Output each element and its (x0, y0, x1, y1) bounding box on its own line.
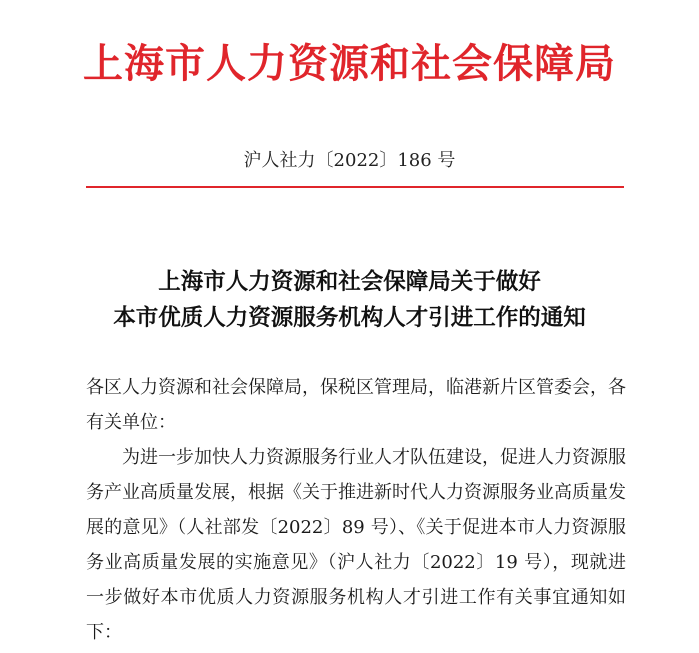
notice-title (0, 264, 699, 336)
body-paragraph: 为进一步加快人力资源服务行业人才队伍建设，促进人力资源服务产业高质量发展，根据《关于推进新时代人力资源服务业高质量发展的意见》（人社部发〔2022〕89 号）、《关于促进本市人力资源服务业高质量发展的实施意见》（沪人社力〔2022〕19 号），现就进一步做好本市优质人力资源服务机构人才引进工作有关事宜通知如下： (86, 447, 626, 643)
notice-body (86, 370, 626, 650)
header-divider (86, 186, 624, 188)
notice-title-line-1: 上海市人力资源和社会保障局关于做好 (158, 269, 541, 295)
recipients-line: 各区人力资源和社会保障局，保税区管理局，临港新片区管委会，各有关单位： (86, 377, 626, 433)
agency-header-title: 上海市人力资源和社会保障局 (83, 40, 616, 87)
document-number: 沪人社力〔2022〕186 号 (243, 150, 456, 171)
notice-title-line-2: 本市优质人力资源服务机构人才引进工作的通知 (113, 305, 586, 331)
